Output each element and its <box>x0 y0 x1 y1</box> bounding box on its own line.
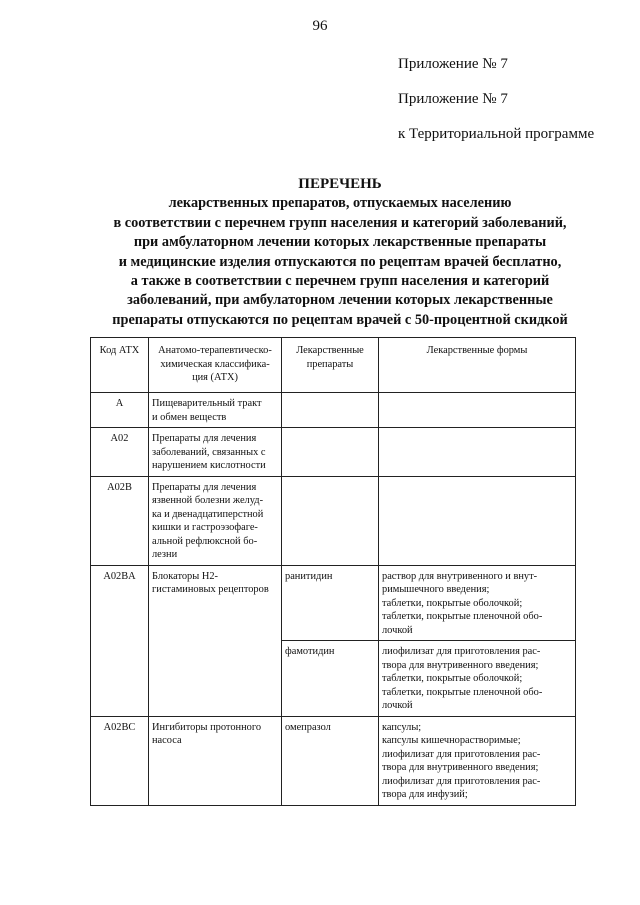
table-row <box>91 565 576 641</box>
title-line: и медицинские изделия отпускаются по рецептам врачей бесплатно, <box>118 253 562 270</box>
title-line: лекарственных препаратов, отпускаемых населению <box>168 195 512 212</box>
header-classification: Анатомо-терапевтическо- химическая классифика- ция (АТХ) <box>149 338 282 393</box>
table-header-row <box>91 338 576 393</box>
table-row <box>91 428 576 477</box>
cell-forms: капсулы; капсулы кишечнорастворимые; лиофилизат для приготовления рас- твора для внутривенного введения; лиофилизат для приготовления рас- твора для инфузий; <box>379 716 576 805</box>
cell-code: A02 <box>91 428 149 477</box>
drug-list-table <box>90 337 576 806</box>
cell-drug <box>282 393 379 428</box>
cell-forms <box>379 476 576 565</box>
title-line: в соответствии с перечнем групп населения и категорий заболеваний, <box>113 214 567 231</box>
cell-code: A02B <box>91 476 149 565</box>
cell-forms <box>379 428 576 477</box>
appendix-label-1: Приложение № 7 <box>398 56 508 72</box>
header-forms: Лекарственные формы <box>379 338 576 393</box>
cell-code: A02BC <box>91 716 149 805</box>
cell-code: A <box>91 393 149 428</box>
table-row <box>91 716 576 805</box>
title-line: а также в соответствии с перечнем групп населения и категорий <box>130 273 550 290</box>
cell-forms <box>379 393 576 428</box>
cell-forms: лиофилизат для приготовления рас- твора для внутривенного введения; таблетки, покрытые оболочкой; таблетки, покрытые пленочной обо- лочкой <box>379 641 576 717</box>
cell-classification: Пищеварительный тракт и обмен веществ <box>149 393 282 428</box>
appendix-program-ref: к Территориальной программе <box>398 126 595 142</box>
header-code: Код АТХ <box>91 338 149 393</box>
cell-drug: ранитидин <box>282 565 379 641</box>
cell-forms: раствор для внутривенного и внут- римышечного введения; таблетки, покрытые оболочкой; таблетки, покрытые пленочной обо- лочкой <box>379 565 576 641</box>
cell-classification: Блокаторы Н2- гистаминовых рецепторов <box>149 565 282 716</box>
table-row <box>91 476 576 565</box>
title-line: препараты отпускаются по рецептам врачей с 50-процентной скидкой <box>112 311 568 328</box>
cell-drug <box>282 428 379 477</box>
page-number: 96 <box>312 18 328 34</box>
title-heading: ПЕРЕЧЕНЬ <box>298 176 382 192</box>
cell-classification: Препараты для лечения язвенной болезни желуд- ка и двенадцатиперстной кишки и гастроэзофаге- альной рефлюксной бо- лезни <box>149 476 282 565</box>
cell-drug: омепразол <box>282 716 379 805</box>
appendix-label-2: Приложение № 7 <box>398 91 508 107</box>
cell-classification: Препараты для лечения заболеваний, связанных с нарушением кислотности <box>149 428 282 477</box>
title-line: заболеваний, при амбулаторном лечении которых лекарственные <box>127 292 553 309</box>
table-row <box>91 393 576 428</box>
cell-drug <box>282 476 379 565</box>
cell-drug: фамотидин <box>282 641 379 717</box>
cell-classification: Ингибиторы протонного насоса <box>149 716 282 805</box>
title-line: при амбулаторном лечении которых лекарственные препараты <box>133 234 547 251</box>
document-title <box>100 175 580 330</box>
cell-code: A02BA <box>91 565 149 716</box>
header-drugs: Лекарственные препараты <box>282 338 379 393</box>
